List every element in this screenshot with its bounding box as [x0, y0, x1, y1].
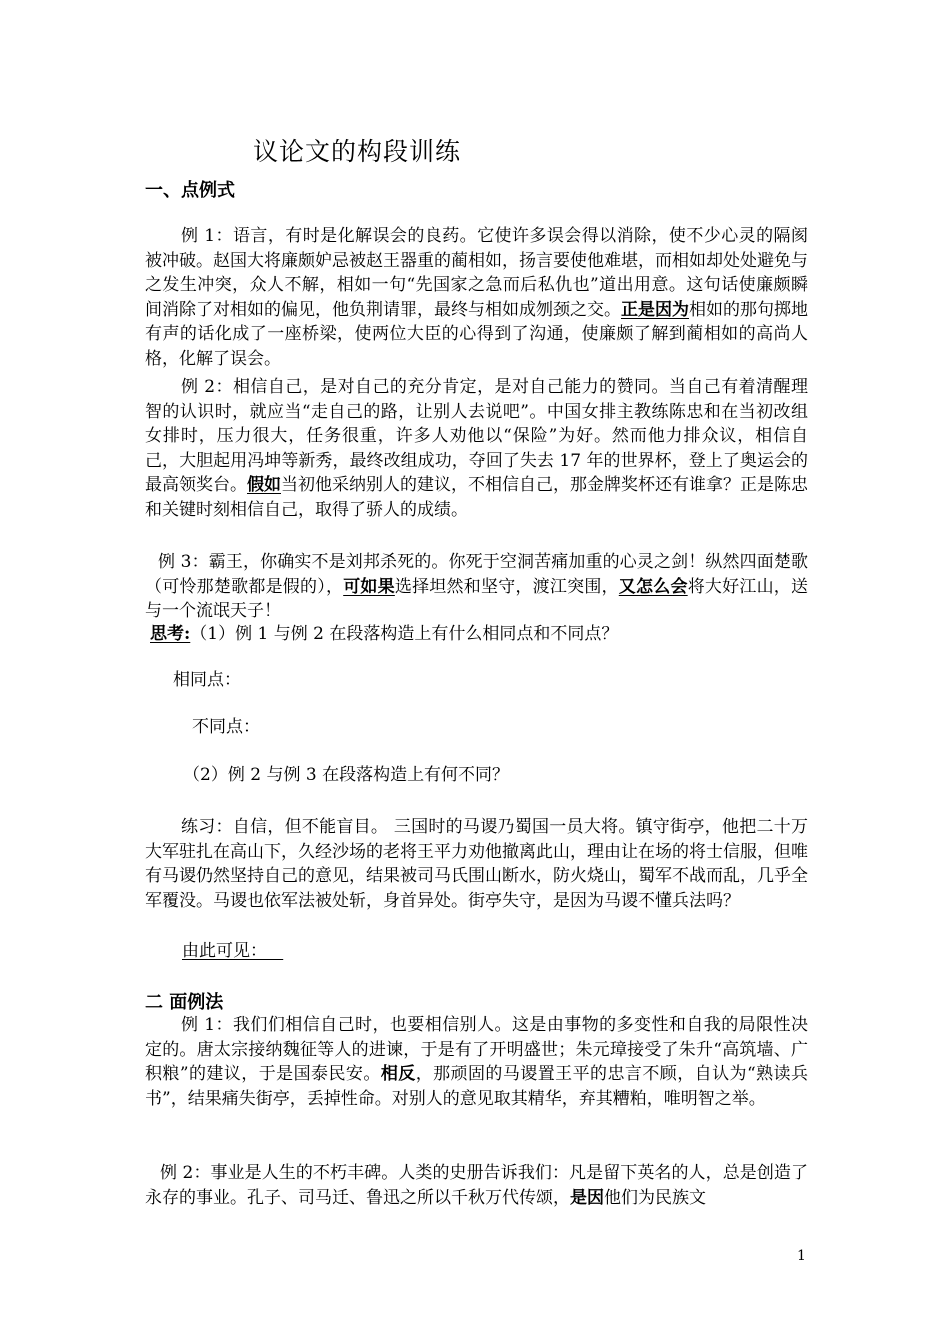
think-question-2: （2）例 2 与例 3 在段落构造上有何不同？ — [183, 765, 510, 785]
section-heading-mianli: 二 面例法 — [145, 992, 224, 1013]
conclusion-line: 由此可见： — [182, 941, 284, 961]
example-3-text-b: 选择坦然和坚守，渡江突围， — [394, 576, 619, 597]
example-1-text-b: 相如的那句掷地有声的话化成了一座桥梁，使两位大臣的心得到了沟通，使廉颇了解到蔺相如的高尚人格，化解了误会。 — [145, 299, 808, 369]
different-points-label: 不同点： — [192, 717, 260, 737]
page-number: 1 — [797, 1248, 806, 1264]
example-3-text-a: 例 3：霸王，你确实不是刘邦杀死的。你死于空洞苦痛加重的心灵之剑！纵然四面楚歌（可怜那楚歌都是假的）， — [145, 552, 808, 597]
section2-example-1-text-a: 例 1：我们们相信自己时，也要相信别人。这是由事物的多变性和自我的局限性决定的。唐太宗接纳魏征等人的进谏，于是有了开明盛世；朱元璋接受了朱升“高筑墙、广积粮”的建议，于是国泰民安。 — [145, 1015, 808, 1084]
example-3-text-c: 将大好江山，送与一个流氓天子！ — [145, 576, 809, 621]
section-heading-dianli: 一、点例式 — [145, 180, 235, 201]
same-points-label: 相同点： — [173, 670, 241, 690]
example-2-text-b: 当初他采纳别人的建议，不相信自己，那金牌奖杯还有谁拿？正是陈忠和关键时刻相信自己，取得了骄人的成绩。 — [145, 475, 808, 520]
example-paragraph-1 — [145, 224, 808, 371]
example-3-emphasis-1: 可如果 — [343, 576, 395, 597]
practice-paragraph: 练习：自信，但不能盲目。 三国时的马谡乃蜀国一员大将。镇守街亭，他把二十万大军驻扎在高山下，久经沙场的老将王平力劝他撤离此山，理由让在场的将士信服，但唯有马谡仍然坚持自己的意见，结果被司马氏围山断水，防火烧山，蜀军不战而乱，几乎全军覆没。马谡也依军法被处斩，身首异处。街亭失守，是因为马谡不懂兵法吗？ — [145, 817, 808, 911]
section2-example-1-text-b: ，那顽固的马谡置王平的忠言不顾，自认为“熟读兵书”，结果痛失街亭，丢掉性命。对别人的意见取其精华，弃其糟粕，唯明智之举。 — [145, 1064, 808, 1109]
section2-example-2-bold: 是因 — [570, 1187, 604, 1208]
section2-example-1-bold: 相反 — [380, 1064, 416, 1084]
example-2-emphasis: 假如 — [247, 475, 281, 495]
document-title: 议论文的构段训练 — [253, 137, 462, 166]
section2-example-2-text-b: 他们为民族文 — [604, 1187, 706, 1208]
think-question-1 — [150, 622, 618, 646]
section2-example-paragraph-2 — [145, 1161, 808, 1210]
example-1-text-a: 例 1：语言，有时是化解误会的良药。它使许多误会得以消除，使不少心灵的隔阂被冲破。赵国大将廉颇妒忌被赵王器重的蔺相如，扬言要使他难堪，而相如却处处避免与之发生冲突，众人不解，相如一句“先国家之急而后私仇也”道出用意。这句话使廉颇瞬间消除了对相如的偏见，他负荆请罪，最终与相如成刎颈之交。 — [145, 226, 808, 320]
question-1-text: （1）例 1 与例 2 在段落构造上有什么相同点和不同点？ — [190, 624, 619, 644]
section2-example-2-text-a: 例 2：事业是人生的不朽丰碑。人类的史册告诉我们：凡是留下英名的人，总是创造了永存的事业。孔子、司马迁、鲁迅之所以千秋万代传颂， — [145, 1163, 808, 1208]
think-label: 思考: — [150, 624, 191, 644]
example-3-emphasis-2: 又怎么会 — [618, 576, 688, 597]
example-2-text-a: 例 2：相信自己，是对自己的充分肯定，是对自己能力的赞同。当自己有着清醒理智的认识时，就应当“走自己的路，让别人去说吧”。中国女排主教练陈忠和在当初改组女排时，压力很大，任务很重，许多人劝他以“保险”为好。然而他力排众议，相信自己，大胆起用冯坤等新秀，最终改组成功，夺回了失去 17 年的世界杯，登上了奥运会的最高领奖台。 — [145, 377, 808, 495]
example-paragraph-3 — [145, 550, 808, 624]
example-1-emphasis: 正是因为 — [621, 299, 689, 320]
section2-example-paragraph-1 — [145, 1013, 808, 1111]
example-paragraph-2 — [145, 375, 808, 522]
